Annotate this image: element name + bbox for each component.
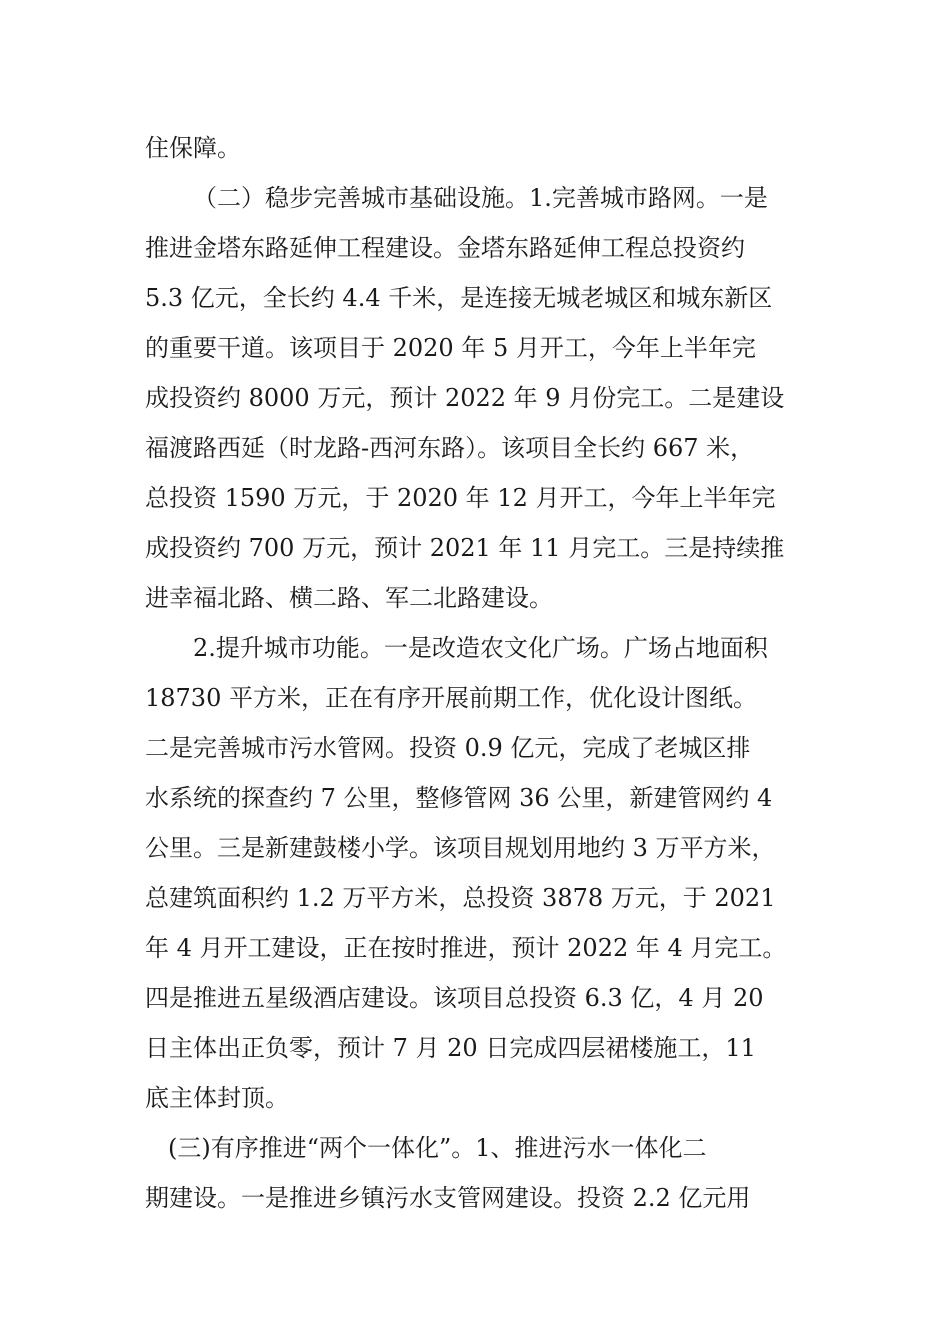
- text-line: 成投资约 700 万元，预计 2021 年 11 月完工。三是持续推: [145, 534, 785, 562]
- text-line: (三)有序推进“两个一体化”。1、推进污水一体化二: [168, 1134, 707, 1162]
- text-line: （二）稳步完善城市基础设施。1.完善城市路网。一是: [193, 184, 768, 212]
- text-line: 推进金塔东路延伸工程建设。金塔东路延伸工程总投资约: [145, 234, 745, 262]
- text-line: 5.3 亿元，全长约 4.4 千米，是连接无城老城区和城东新区: [145, 284, 773, 312]
- text-line: 总投资 1590 万元，于 2020 年 12 月开工，今年上半年完: [145, 484, 776, 512]
- text-line: 期建设。一是推进乡镇污水支管网建设。投资 2.2 亿元用: [145, 1184, 751, 1212]
- text-line: 的重要干道。该项目于 2020 年 5 月开工，今年上半年完: [145, 334, 756, 362]
- text-line: 四是推进五星级酒店建设。该项目总投资 6.3 亿，4 月 20: [145, 984, 764, 1012]
- text-line: 18730 平方米，正在有序开展前期工作，优化设计图纸。: [145, 684, 757, 712]
- text-line: 住保障。: [145, 134, 241, 162]
- text-line: 总建筑面积约 1.2 万平方米，总投资 3878 万元，于 2021: [145, 884, 776, 912]
- text-line: 年 4 月开工建设，正在按时推进，预计 2022 年 4 月完工。: [145, 934, 787, 962]
- text-line: 进幸福北路、横二路、军二北路建设。: [145, 584, 553, 612]
- text-line: 公里。三是新建鼓楼小学。该项目规划用地约 3 万平方米，: [145, 834, 776, 862]
- text-line: 福渡路西延（时龙路-西河东路）。该项目全长约 667 米，: [145, 434, 755, 462]
- text-line: 底主体封顶。: [145, 1084, 289, 1112]
- text-line: 日主体出正负零，预计 7 月 20 日完成四层裙楼施工，11: [145, 1034, 756, 1062]
- text-line: 2.提升城市功能。一是改造农文化广场。广场占地面积: [193, 634, 768, 662]
- text-line: 二是完善城市污水管网。投资 0.9 亿元，完成了老城区排: [145, 734, 751, 762]
- text-line: 成投资约 8000 万元，预计 2022 年 9 月份完工。二是建设: [145, 384, 785, 412]
- text-line: 水系统的探查约 7 公里，整修管网 36 公里，新建管网约 4: [145, 784, 773, 812]
